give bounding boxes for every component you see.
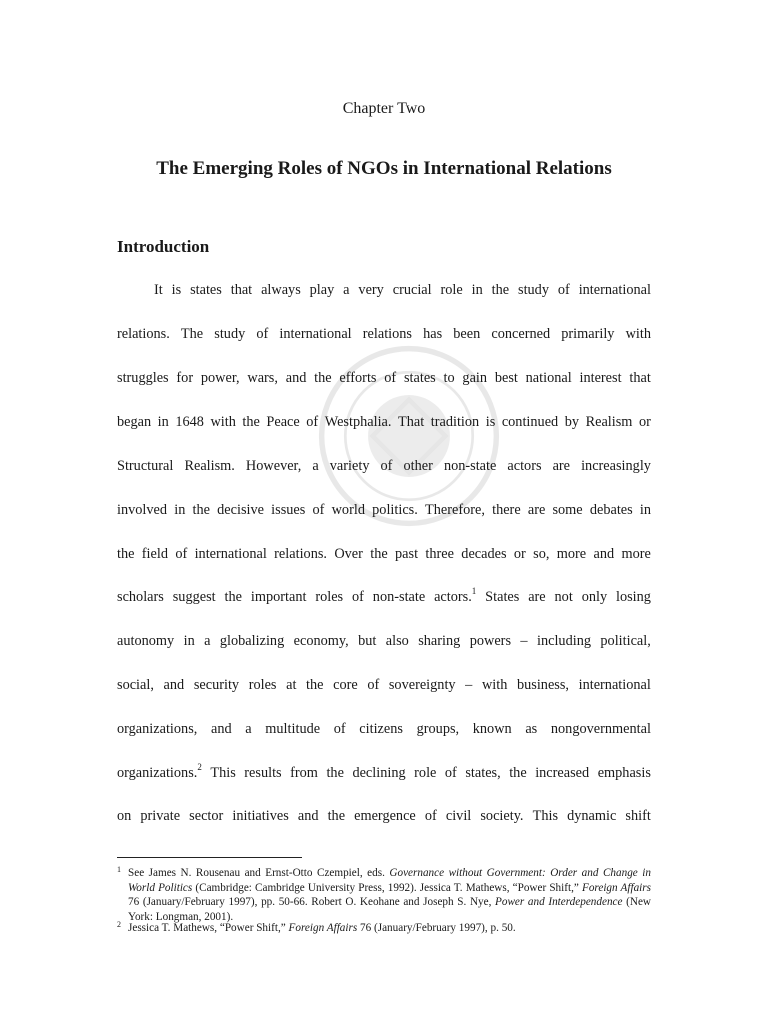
body-word: international bbox=[578, 282, 651, 298]
body-word: business, bbox=[516, 677, 569, 693]
body-word: that bbox=[629, 370, 651, 386]
body-word: politics. bbox=[372, 502, 418, 518]
body-word: international bbox=[578, 677, 651, 693]
body-word: at bbox=[286, 677, 297, 693]
body-word: national bbox=[525, 370, 572, 386]
body-word: more bbox=[621, 546, 651, 562]
body-word: of bbox=[384, 370, 397, 386]
body-word: or bbox=[513, 546, 526, 562]
body-word: international bbox=[194, 546, 267, 562]
body-word: very bbox=[358, 282, 384, 298]
body-line bbox=[117, 414, 651, 431]
body-word: the bbox=[224, 589, 242, 605]
body-word: states, bbox=[465, 765, 501, 781]
body-word: a bbox=[245, 721, 252, 737]
body-word: relations. bbox=[117, 326, 170, 342]
body-word: It bbox=[154, 282, 163, 298]
body-word: field bbox=[141, 546, 168, 562]
body-word: the bbox=[242, 414, 260, 430]
body-word: of bbox=[352, 589, 364, 605]
body-word: best bbox=[494, 370, 518, 386]
body-word: core bbox=[333, 677, 358, 693]
body-word: non-state bbox=[372, 589, 426, 605]
footnote-text-run: 76 (January/February 1997), p. 50. bbox=[357, 922, 516, 934]
body-line bbox=[117, 721, 651, 738]
body-word: role bbox=[440, 282, 463, 298]
footnote-number: 2 bbox=[117, 920, 121, 929]
footnote-2 bbox=[117, 921, 651, 936]
body-word: social, bbox=[117, 677, 154, 693]
body-word: Realism bbox=[585, 414, 633, 430]
footnote-text-run: 76 (January/February 1997), pp. 50-66. Robert O. Keohane and Joseph S. Nye, bbox=[128, 896, 496, 909]
chapter-label: Chapter Two bbox=[342, 100, 426, 117]
body-word: power, bbox=[200, 370, 240, 386]
body-word: decades bbox=[461, 546, 507, 562]
body-word: decisive bbox=[217, 502, 264, 518]
body-word: increased bbox=[535, 765, 590, 781]
body-word: issues bbox=[271, 502, 306, 518]
body-word: is bbox=[485, 414, 496, 430]
body-word: of bbox=[424, 808, 437, 824]
body-word: Realism. bbox=[184, 458, 235, 474]
body-word: always bbox=[261, 282, 301, 298]
body-word: powers bbox=[469, 633, 512, 649]
body-word: but bbox=[358, 633, 377, 649]
body-word: of bbox=[380, 458, 393, 474]
body-word: private bbox=[140, 808, 181, 824]
body-word: there bbox=[492, 502, 521, 518]
body-word: states bbox=[403, 370, 436, 386]
body-word: relations bbox=[362, 326, 412, 342]
body-word: roles bbox=[315, 589, 344, 605]
body-word: not bbox=[554, 589, 573, 605]
body-word: only bbox=[581, 589, 608, 605]
body-word: That bbox=[398, 414, 425, 430]
body-word: emphasis bbox=[597, 765, 651, 781]
body-word: Structural bbox=[117, 458, 174, 474]
body-word: play bbox=[309, 282, 335, 298]
body-word: 1648 bbox=[175, 414, 204, 430]
body-word: actors.$^1$ bbox=[434, 586, 477, 605]
body-word: variety bbox=[329, 458, 370, 474]
body-word: in bbox=[174, 502, 186, 518]
body-word: results bbox=[244, 765, 282, 781]
footnote-text bbox=[128, 866, 651, 924]
body-word: concerned bbox=[491, 326, 551, 342]
body-word: more bbox=[556, 546, 587, 562]
body-word: political, bbox=[600, 633, 651, 649]
body-word: losing bbox=[615, 589, 651, 605]
footnote-italic-title: Foreign Affairs bbox=[288, 922, 358, 934]
body-word: states bbox=[190, 282, 222, 298]
footnote-text-run: (New York: Longman, 2001). bbox=[128, 896, 651, 923]
body-word: are bbox=[527, 502, 546, 518]
body-word: of bbox=[306, 414, 319, 430]
body-word: globalizing bbox=[219, 633, 285, 649]
body-word: are bbox=[552, 458, 571, 474]
body-line bbox=[117, 326, 651, 343]
body-word: the bbox=[192, 502, 210, 518]
body-word: suggest bbox=[172, 589, 216, 605]
body-word: the bbox=[491, 282, 510, 298]
body-word: study bbox=[518, 282, 549, 298]
body-word: – bbox=[465, 677, 473, 693]
body-word: the bbox=[326, 765, 344, 781]
body-word: declining bbox=[352, 765, 406, 781]
body-word: emergence bbox=[354, 808, 416, 824]
body-word: the bbox=[327, 808, 346, 824]
body-word: wars, bbox=[247, 370, 278, 386]
body-line bbox=[117, 370, 651, 387]
body-word: some bbox=[552, 502, 583, 518]
body-word: in bbox=[157, 414, 169, 430]
body-word: nongovernmental bbox=[550, 721, 651, 737]
footnote-italic-title: Governance without Government: Order and Change in World Politics bbox=[128, 867, 651, 894]
body-word: of bbox=[444, 765, 457, 781]
footnote-reference[interactable]: 2 bbox=[197, 762, 202, 773]
body-word: organizations, bbox=[117, 721, 198, 737]
body-word: initiatives bbox=[232, 808, 289, 824]
body-line bbox=[117, 808, 651, 825]
body-word: citizens bbox=[359, 721, 403, 737]
body-word: a bbox=[343, 282, 350, 298]
body-word: of bbox=[256, 326, 269, 342]
body-word: This bbox=[210, 765, 236, 781]
body-word: or bbox=[638, 414, 651, 430]
body-word: three bbox=[425, 546, 454, 562]
body-word: is bbox=[171, 282, 182, 298]
body-word: relations. bbox=[274, 546, 327, 562]
body-word: with bbox=[625, 326, 651, 342]
body-word: the bbox=[306, 677, 324, 693]
body-word: dynamic bbox=[567, 808, 617, 824]
body-word: important bbox=[250, 589, 307, 605]
body-word: the bbox=[370, 546, 388, 562]
footnote-1 bbox=[117, 866, 651, 924]
body-word: Peace bbox=[266, 414, 300, 430]
body-word: autonomy bbox=[117, 633, 175, 649]
body-word: crucial bbox=[392, 282, 432, 298]
body-line bbox=[117, 546, 651, 563]
body-word: of bbox=[175, 546, 188, 562]
footnote-text-run: See James N. Rousenau and Ernst-Otto Czempiel, eds. bbox=[128, 867, 390, 879]
body-word: gain bbox=[462, 370, 488, 386]
body-word: in bbox=[183, 633, 195, 649]
body-word: security bbox=[193, 677, 240, 693]
body-word: to bbox=[443, 370, 455, 386]
body-word: also bbox=[385, 633, 409, 649]
body-line bbox=[117, 458, 651, 475]
body-word: economy, bbox=[293, 633, 349, 649]
body-word: known bbox=[472, 721, 512, 737]
footnote-reference[interactable]: 1 bbox=[471, 586, 477, 597]
footnote-italic-title: Foreign Affairs bbox=[581, 881, 651, 894]
body-word: of bbox=[333, 721, 346, 737]
footnote-number: 1 bbox=[117, 865, 121, 874]
body-word: of bbox=[312, 502, 325, 518]
body-line bbox=[117, 502, 651, 519]
body-word: groups, bbox=[416, 721, 460, 737]
body-word: – bbox=[520, 633, 528, 649]
body-word: been bbox=[453, 326, 481, 342]
body-word: that bbox=[230, 282, 253, 298]
body-word: and bbox=[593, 546, 615, 562]
body-word: so, bbox=[533, 546, 550, 562]
body-word: and bbox=[163, 677, 185, 693]
footnote-text bbox=[128, 921, 651, 936]
body-word: began bbox=[117, 414, 152, 430]
body-word: study bbox=[214, 326, 246, 342]
body-word: scholars bbox=[117, 589, 164, 605]
body-word: with bbox=[481, 677, 508, 693]
body-word: has bbox=[423, 326, 443, 342]
body-word: This bbox=[532, 808, 559, 824]
body-word: multitude bbox=[265, 721, 321, 737]
body-word: and bbox=[285, 370, 307, 386]
body-word: international bbox=[279, 326, 352, 342]
body-word: the bbox=[117, 546, 135, 562]
body-word: the bbox=[314, 370, 332, 386]
body-line bbox=[117, 762, 651, 782]
body-word: However, bbox=[245, 458, 302, 474]
body-word: organizations.$^2$ bbox=[117, 762, 202, 781]
body-word: sharing bbox=[418, 633, 461, 649]
body-word: including bbox=[536, 633, 591, 649]
body-word: and bbox=[210, 721, 232, 737]
body-word: debates bbox=[589, 502, 633, 518]
body-word: sector bbox=[189, 808, 224, 824]
body-word: a bbox=[204, 633, 211, 649]
body-line bbox=[117, 586, 651, 606]
body-word: and bbox=[297, 808, 319, 824]
body-word: involved bbox=[117, 502, 168, 518]
body-word: are bbox=[528, 589, 546, 605]
body-word: sovereignty bbox=[388, 677, 456, 693]
body-word: continued bbox=[501, 414, 559, 430]
body-word: Over bbox=[334, 546, 363, 562]
footnote-separator bbox=[117, 857, 302, 858]
chapter-title: The Emerging Roles of NGOs in International Relations bbox=[156, 158, 612, 179]
body-word: civil bbox=[445, 808, 472, 824]
body-word: struggles bbox=[117, 370, 169, 386]
body-word: in bbox=[639, 502, 651, 518]
body-word: on bbox=[117, 808, 132, 824]
body-word: past bbox=[395, 546, 419, 562]
body-word: efforts bbox=[339, 370, 377, 386]
body-word: increasingly bbox=[581, 458, 651, 474]
body-line bbox=[117, 633, 651, 650]
body-word: roles bbox=[248, 677, 277, 693]
body-word: tradition bbox=[430, 414, 480, 430]
body-word: actors bbox=[507, 458, 542, 474]
body-word: The bbox=[180, 326, 204, 342]
body-word: by bbox=[564, 414, 580, 430]
body-word: from bbox=[290, 765, 318, 781]
body-word: in bbox=[471, 282, 483, 298]
body-word: role bbox=[414, 765, 437, 781]
body-word: shift bbox=[625, 808, 651, 824]
footnote-italic-title: Power and Interdependence bbox=[495, 896, 623, 909]
body-word: States bbox=[485, 589, 520, 605]
body-word: society. bbox=[480, 808, 524, 824]
body-word: world bbox=[331, 502, 365, 518]
body-word: of bbox=[557, 282, 570, 298]
body-word: for bbox=[176, 370, 194, 386]
body-word: primarily bbox=[561, 326, 615, 342]
body-word: the bbox=[509, 765, 527, 781]
body-word: with bbox=[210, 414, 236, 430]
body-word: interest bbox=[579, 370, 622, 386]
footnote-text-run: (Cambridge: Cambridge University Press, 1992). Jessica T. Mathews, “Power Shift,” bbox=[192, 881, 582, 894]
body-word: Therefore, bbox=[424, 502, 485, 518]
footnote-text-run: Jessica T. Mathews, “Power Shift,” bbox=[128, 922, 289, 934]
body-line bbox=[154, 282, 651, 299]
body-line bbox=[117, 677, 651, 694]
body-word: other bbox=[403, 458, 433, 474]
body-word: Westphalia. bbox=[324, 414, 392, 430]
body-word: of bbox=[367, 677, 380, 693]
body-word: non-state bbox=[443, 458, 497, 474]
body-word: a bbox=[312, 458, 319, 474]
section-heading: Introduction bbox=[117, 237, 210, 256]
body-word: as bbox=[525, 721, 538, 737]
